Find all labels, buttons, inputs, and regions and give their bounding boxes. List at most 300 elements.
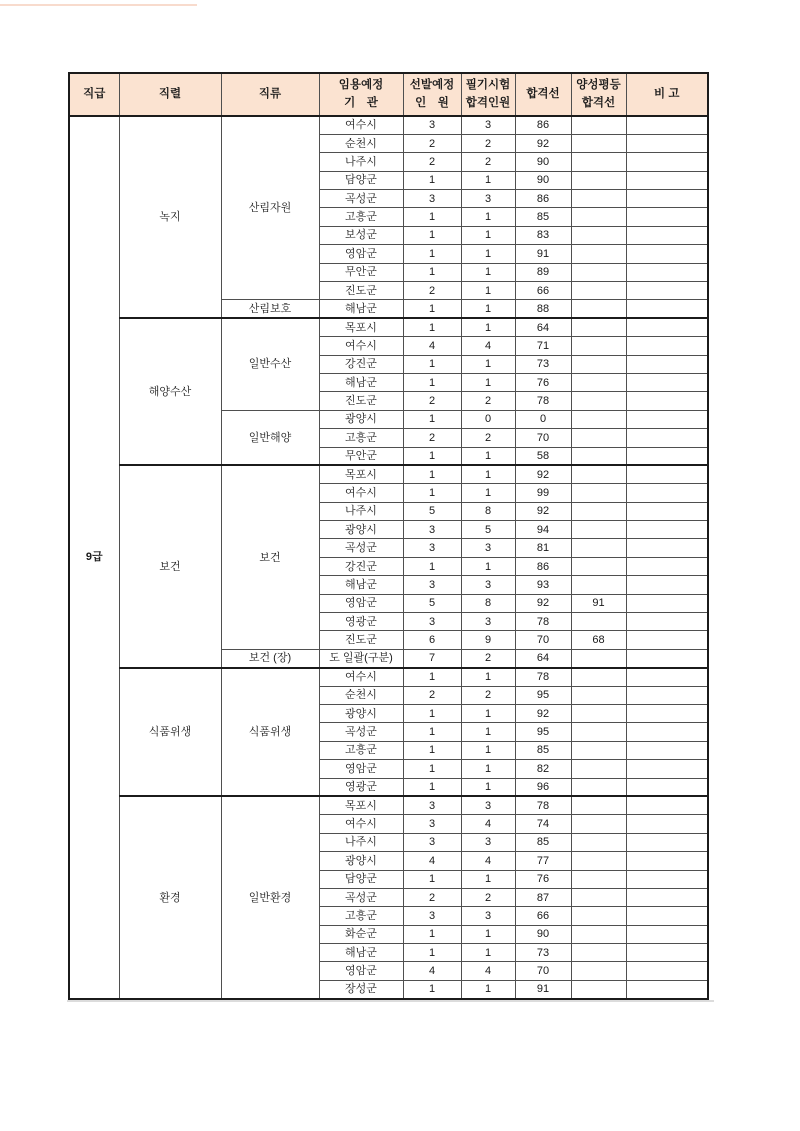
equality-cell: [571, 760, 626, 778]
equality-cell: [571, 484, 626, 502]
cutoff-cell: 92: [515, 502, 571, 520]
note-cell: [626, 521, 708, 539]
note-cell: [626, 410, 708, 428]
agency-cell: 담양군: [319, 870, 403, 888]
planned-cell: 1: [403, 410, 461, 428]
cutoff-cell: 86: [515, 190, 571, 208]
agency-cell: 여수시: [319, 337, 403, 355]
note-cell: [626, 226, 708, 244]
planned-cell: 7: [403, 649, 461, 667]
passed-cell: 4: [461, 815, 515, 833]
equality-cell: [571, 576, 626, 594]
planned-cell: 1: [403, 263, 461, 281]
column-header-series: 직렬: [119, 73, 221, 116]
note-cell: [626, 373, 708, 391]
class-cell: 일반해양: [221, 410, 319, 465]
passed-cell: 3: [461, 833, 515, 851]
passed-cell: 2: [461, 888, 515, 906]
cutoff-cell: 82: [515, 760, 571, 778]
passed-cell: 1: [461, 465, 515, 483]
cutoff-cell: 73: [515, 355, 571, 373]
planned-cell: 1: [403, 355, 461, 373]
cutoff-cell: 64: [515, 318, 571, 336]
equality-cell: [571, 318, 626, 336]
note-cell: [626, 116, 708, 134]
agency-cell: 영암군: [319, 594, 403, 612]
class-cell: 산림자원: [221, 116, 319, 300]
cutoff-cell: 74: [515, 815, 571, 833]
cutoff-cell: 76: [515, 373, 571, 391]
equality-cell: [571, 116, 626, 134]
passed-cell: 3: [461, 613, 515, 631]
passed-cell: 2: [461, 686, 515, 704]
cutoff-cell: 85: [515, 741, 571, 759]
cutoff-cell: 81: [515, 539, 571, 557]
agency-cell: 여수시: [319, 116, 403, 134]
series-cell: 보건: [119, 465, 221, 667]
planned-cell: 2: [403, 153, 461, 171]
planned-cell: 1: [403, 760, 461, 778]
planned-cell: 1: [403, 668, 461, 686]
planned-cell: 1: [403, 557, 461, 575]
cutoff-cell: 64: [515, 649, 571, 667]
cutoff-cell: 90: [515, 171, 571, 189]
passed-cell: 1: [461, 925, 515, 943]
column-header-agency: 임용예정 기 관: [319, 73, 403, 116]
equality-cell: [571, 226, 626, 244]
planned-cell: 1: [403, 484, 461, 502]
passed-cell: 2: [461, 429, 515, 447]
cutoff-cell: 90: [515, 153, 571, 171]
column-header-planned: 선발예정 인 원: [403, 73, 461, 116]
table-bottom-shadow: [67, 1000, 714, 1002]
equality-cell: [571, 263, 626, 281]
column-header-class: 직류: [221, 73, 319, 116]
note-cell: [626, 484, 708, 502]
equality-cell: [571, 134, 626, 152]
planned-cell: 3: [403, 796, 461, 814]
passed-cell: 1: [461, 263, 515, 281]
cutoff-cell: 76: [515, 870, 571, 888]
equality-cell: [571, 980, 626, 998]
table-row: [69, 796, 708, 814]
planned-cell: 1: [403, 226, 461, 244]
cutoff-cell: 83: [515, 226, 571, 244]
exam-results-table: [68, 72, 709, 1000]
planned-cell: 4: [403, 337, 461, 355]
equality-cell: [571, 741, 626, 759]
passed-cell: 1: [461, 484, 515, 502]
cutoff-cell: 77: [515, 852, 571, 870]
table-row: [69, 318, 708, 336]
note-cell: [626, 539, 708, 557]
note-cell: [626, 355, 708, 373]
agency-cell: 영암군: [319, 245, 403, 263]
agency-cell: 해남군: [319, 373, 403, 391]
class-cell: 보건 (장): [221, 649, 319, 667]
note-cell: [626, 594, 708, 612]
passed-cell: 4: [461, 852, 515, 870]
equality-cell: [571, 447, 626, 465]
passed-cell: 3: [461, 190, 515, 208]
planned-cell: 2: [403, 282, 461, 300]
note-cell: [626, 907, 708, 925]
equality-cell: [571, 429, 626, 447]
note-cell: [626, 723, 708, 741]
note-cell: [626, 502, 708, 520]
agency-cell: 강진군: [319, 355, 403, 373]
agency-cell: 순천시: [319, 686, 403, 704]
note-cell: [626, 208, 708, 226]
agency-cell: 광양시: [319, 852, 403, 870]
equality-cell: [571, 392, 626, 410]
agency-cell: 목포시: [319, 318, 403, 336]
cutoff-cell: 95: [515, 686, 571, 704]
equality-cell: [571, 410, 626, 428]
cutoff-cell: 0: [515, 410, 571, 428]
cutoff-cell: 70: [515, 631, 571, 649]
note-cell: [626, 190, 708, 208]
passed-cell: 8: [461, 502, 515, 520]
passed-cell: 1: [461, 282, 515, 300]
passed-cell: 1: [461, 705, 515, 723]
planned-cell: 3: [403, 539, 461, 557]
agency-cell: 여수시: [319, 815, 403, 833]
planned-cell: 1: [403, 245, 461, 263]
agency-cell: 진도군: [319, 631, 403, 649]
note-cell: [626, 649, 708, 667]
note-cell: [626, 631, 708, 649]
planned-cell: 3: [403, 613, 461, 631]
passed-cell: 1: [461, 447, 515, 465]
planned-cell: 5: [403, 594, 461, 612]
agency-cell: 목포시: [319, 796, 403, 814]
agency-cell: 해남군: [319, 576, 403, 594]
cutoff-cell: 66: [515, 907, 571, 925]
planned-cell: 1: [403, 465, 461, 483]
equality-cell: [571, 337, 626, 355]
planned-cell: 1: [403, 300, 461, 318]
note-cell: [626, 392, 708, 410]
cutoff-cell: 92: [515, 594, 571, 612]
passed-cell: 1: [461, 208, 515, 226]
table-row: [69, 668, 708, 686]
passed-cell: 3: [461, 796, 515, 814]
agency-cell: 곡성군: [319, 723, 403, 741]
agency-cell: 고흥군: [319, 907, 403, 925]
planned-cell: 3: [403, 907, 461, 925]
agency-cell: 나주시: [319, 833, 403, 851]
cutoff-cell: 78: [515, 668, 571, 686]
note-cell: [626, 962, 708, 980]
equality-cell: [571, 907, 626, 925]
agency-cell: 나주시: [319, 153, 403, 171]
planned-cell: 6: [403, 631, 461, 649]
agency-cell: 장성군: [319, 980, 403, 998]
cutoff-cell: 71: [515, 337, 571, 355]
note-cell: [626, 668, 708, 686]
passed-cell: 2: [461, 649, 515, 667]
grade-cell: 9급: [69, 116, 119, 999]
agency-cell: 광양시: [319, 521, 403, 539]
cutoff-cell: 58: [515, 447, 571, 465]
passed-cell: 1: [461, 870, 515, 888]
note-cell: [626, 337, 708, 355]
column-header-grade: 직급: [69, 73, 119, 116]
planned-cell: 1: [403, 705, 461, 723]
planned-cell: 3: [403, 815, 461, 833]
passed-cell: 1: [461, 778, 515, 796]
series-cell: 녹지: [119, 116, 221, 318]
cutoff-cell: 86: [515, 116, 571, 134]
note-cell: [626, 944, 708, 962]
equality-cell: [571, 245, 626, 263]
cutoff-cell: 91: [515, 980, 571, 998]
note-cell: [626, 796, 708, 814]
passed-cell: 1: [461, 171, 515, 189]
equality-cell: [571, 888, 626, 906]
passed-cell: 1: [461, 741, 515, 759]
note-cell: [626, 447, 708, 465]
cutoff-cell: 66: [515, 282, 571, 300]
table-row: [69, 465, 708, 483]
agency-cell: 순천시: [319, 134, 403, 152]
passed-cell: 1: [461, 944, 515, 962]
note-cell: [626, 980, 708, 998]
cutoff-cell: 93: [515, 576, 571, 594]
equality-cell: 68: [571, 631, 626, 649]
cutoff-cell: 92: [515, 705, 571, 723]
cutoff-cell: 96: [515, 778, 571, 796]
note-cell: [626, 171, 708, 189]
planned-cell: 4: [403, 852, 461, 870]
cutoff-cell: 78: [515, 392, 571, 410]
passed-cell: 2: [461, 153, 515, 171]
planned-cell: 3: [403, 576, 461, 594]
class-cell: 산림보호: [221, 300, 319, 318]
equality-cell: [571, 557, 626, 575]
equality-cell: [571, 649, 626, 667]
agency-cell: 도 일괄(구분): [319, 649, 403, 667]
planned-cell: 1: [403, 944, 461, 962]
equality-cell: [571, 355, 626, 373]
planned-cell: 2: [403, 392, 461, 410]
note-cell: [626, 465, 708, 483]
equality-cell: [571, 870, 626, 888]
agency-cell: 나주시: [319, 502, 403, 520]
equality-cell: 91: [571, 594, 626, 612]
equality-cell: [571, 796, 626, 814]
agency-cell: 여수시: [319, 484, 403, 502]
agency-cell: 곡성군: [319, 539, 403, 557]
agency-cell: 화순군: [319, 925, 403, 943]
equality-cell: [571, 668, 626, 686]
passed-cell: 8: [461, 594, 515, 612]
planned-cell: 4: [403, 962, 461, 980]
agency-cell: 해남군: [319, 300, 403, 318]
passed-cell: 3: [461, 539, 515, 557]
column-header-cutoff: 합격선: [515, 73, 571, 116]
planned-cell: 1: [403, 870, 461, 888]
cutoff-cell: 92: [515, 465, 571, 483]
agency-cell: 광양시: [319, 410, 403, 428]
equality-cell: [571, 815, 626, 833]
agency-cell: 고흥군: [319, 208, 403, 226]
note-cell: [626, 852, 708, 870]
note-cell: [626, 613, 708, 631]
column-header-equality: 양성평등 합격선: [571, 73, 626, 116]
table-body: [69, 116, 708, 999]
passed-cell: 1: [461, 355, 515, 373]
agency-cell: 고흥군: [319, 429, 403, 447]
header-row: [69, 73, 708, 116]
table-row: [69, 116, 708, 134]
equality-cell: [571, 686, 626, 704]
class-cell: 일반환경: [221, 796, 319, 998]
passed-cell: 1: [461, 668, 515, 686]
agency-cell: 여수시: [319, 668, 403, 686]
cutoff-cell: 99: [515, 484, 571, 502]
series-cell: 식품위생: [119, 668, 221, 797]
equality-cell: [571, 705, 626, 723]
passed-cell: 1: [461, 980, 515, 998]
equality-cell: [571, 502, 626, 520]
planned-cell: 1: [403, 925, 461, 943]
agency-cell: 무안군: [319, 263, 403, 281]
note-cell: [626, 741, 708, 759]
cutoff-cell: 88: [515, 300, 571, 318]
equality-cell: [571, 962, 626, 980]
equality-cell: [571, 171, 626, 189]
class-cell: 보건: [221, 465, 319, 649]
planned-cell: 1: [403, 208, 461, 226]
note-cell: [626, 429, 708, 447]
note-cell: [626, 705, 708, 723]
passed-cell: 0: [461, 410, 515, 428]
note-cell: [626, 833, 708, 851]
passed-cell: 1: [461, 760, 515, 778]
agency-cell: 진도군: [319, 282, 403, 300]
planned-cell: 3: [403, 190, 461, 208]
note-cell: [626, 153, 708, 171]
cutoff-cell: 78: [515, 796, 571, 814]
note-cell: [626, 576, 708, 594]
cutoff-cell: 85: [515, 208, 571, 226]
cutoff-cell: 73: [515, 944, 571, 962]
passed-cell: 3: [461, 116, 515, 134]
note-cell: [626, 686, 708, 704]
planned-cell: 2: [403, 429, 461, 447]
passed-cell: 5: [461, 521, 515, 539]
passed-cell: 1: [461, 245, 515, 263]
planned-cell: 2: [403, 134, 461, 152]
cutoff-cell: 95: [515, 723, 571, 741]
agency-cell: 진도군: [319, 392, 403, 410]
cutoff-cell: 90: [515, 925, 571, 943]
passed-cell: 4: [461, 962, 515, 980]
note-cell: [626, 888, 708, 906]
note-cell: [626, 245, 708, 263]
planned-cell: 2: [403, 888, 461, 906]
agency-cell: 영암군: [319, 962, 403, 980]
agency-cell: 곡성군: [319, 888, 403, 906]
planned-cell: 1: [403, 741, 461, 759]
passed-cell: 1: [461, 723, 515, 741]
cutoff-cell: 91: [515, 245, 571, 263]
planned-cell: 3: [403, 116, 461, 134]
passed-cell: 1: [461, 373, 515, 391]
planned-cell: 1: [403, 723, 461, 741]
planned-cell: 5: [403, 502, 461, 520]
passed-cell: 2: [461, 134, 515, 152]
cutoff-cell: 70: [515, 429, 571, 447]
cutoff-cell: 89: [515, 263, 571, 281]
equality-cell: [571, 944, 626, 962]
class-cell: 식품위생: [221, 668, 319, 797]
equality-cell: [571, 300, 626, 318]
planned-cell: 1: [403, 447, 461, 465]
passed-cell: 1: [461, 557, 515, 575]
series-cell: 해양수산: [119, 318, 221, 465]
planned-cell: 1: [403, 778, 461, 796]
passed-cell: 3: [461, 907, 515, 925]
passed-cell: 4: [461, 337, 515, 355]
agency-cell: 강진군: [319, 557, 403, 575]
cutoff-cell: 78: [515, 613, 571, 631]
passed-cell: 3: [461, 576, 515, 594]
agency-cell: 영암군: [319, 760, 403, 778]
equality-cell: [571, 373, 626, 391]
equality-cell: [571, 208, 626, 226]
note-cell: [626, 925, 708, 943]
planned-cell: 1: [403, 980, 461, 998]
passed-cell: 1: [461, 300, 515, 318]
table-header: [69, 73, 708, 116]
note-cell: [626, 318, 708, 336]
planned-cell: 2: [403, 686, 461, 704]
equality-cell: [571, 852, 626, 870]
equality-cell: [571, 282, 626, 300]
cutoff-cell: 92: [515, 134, 571, 152]
class-cell: 일반수산: [221, 318, 319, 410]
cutoff-cell: 87: [515, 888, 571, 906]
column-header-note: 비 고: [626, 73, 708, 116]
note-cell: [626, 134, 708, 152]
note-cell: [626, 263, 708, 281]
cutoff-cell: 70: [515, 962, 571, 980]
note-cell: [626, 778, 708, 796]
cutoff-cell: 85: [515, 833, 571, 851]
equality-cell: [571, 465, 626, 483]
cutoff-cell: 86: [515, 557, 571, 575]
equality-cell: [571, 833, 626, 851]
cutoff-cell: 94: [515, 521, 571, 539]
agency-cell: 고흥군: [319, 741, 403, 759]
planned-cell: 3: [403, 521, 461, 539]
equality-cell: [571, 190, 626, 208]
agency-cell: 광양시: [319, 705, 403, 723]
agency-cell: 영광군: [319, 613, 403, 631]
agency-cell: 곡성군: [319, 190, 403, 208]
passed-cell: 1: [461, 318, 515, 336]
equality-cell: [571, 925, 626, 943]
agency-cell: 보성군: [319, 226, 403, 244]
equality-cell: [571, 521, 626, 539]
top-accent-line: [0, 4, 197, 6]
note-cell: [626, 760, 708, 778]
passed-cell: 9: [461, 631, 515, 649]
note-cell: [626, 815, 708, 833]
